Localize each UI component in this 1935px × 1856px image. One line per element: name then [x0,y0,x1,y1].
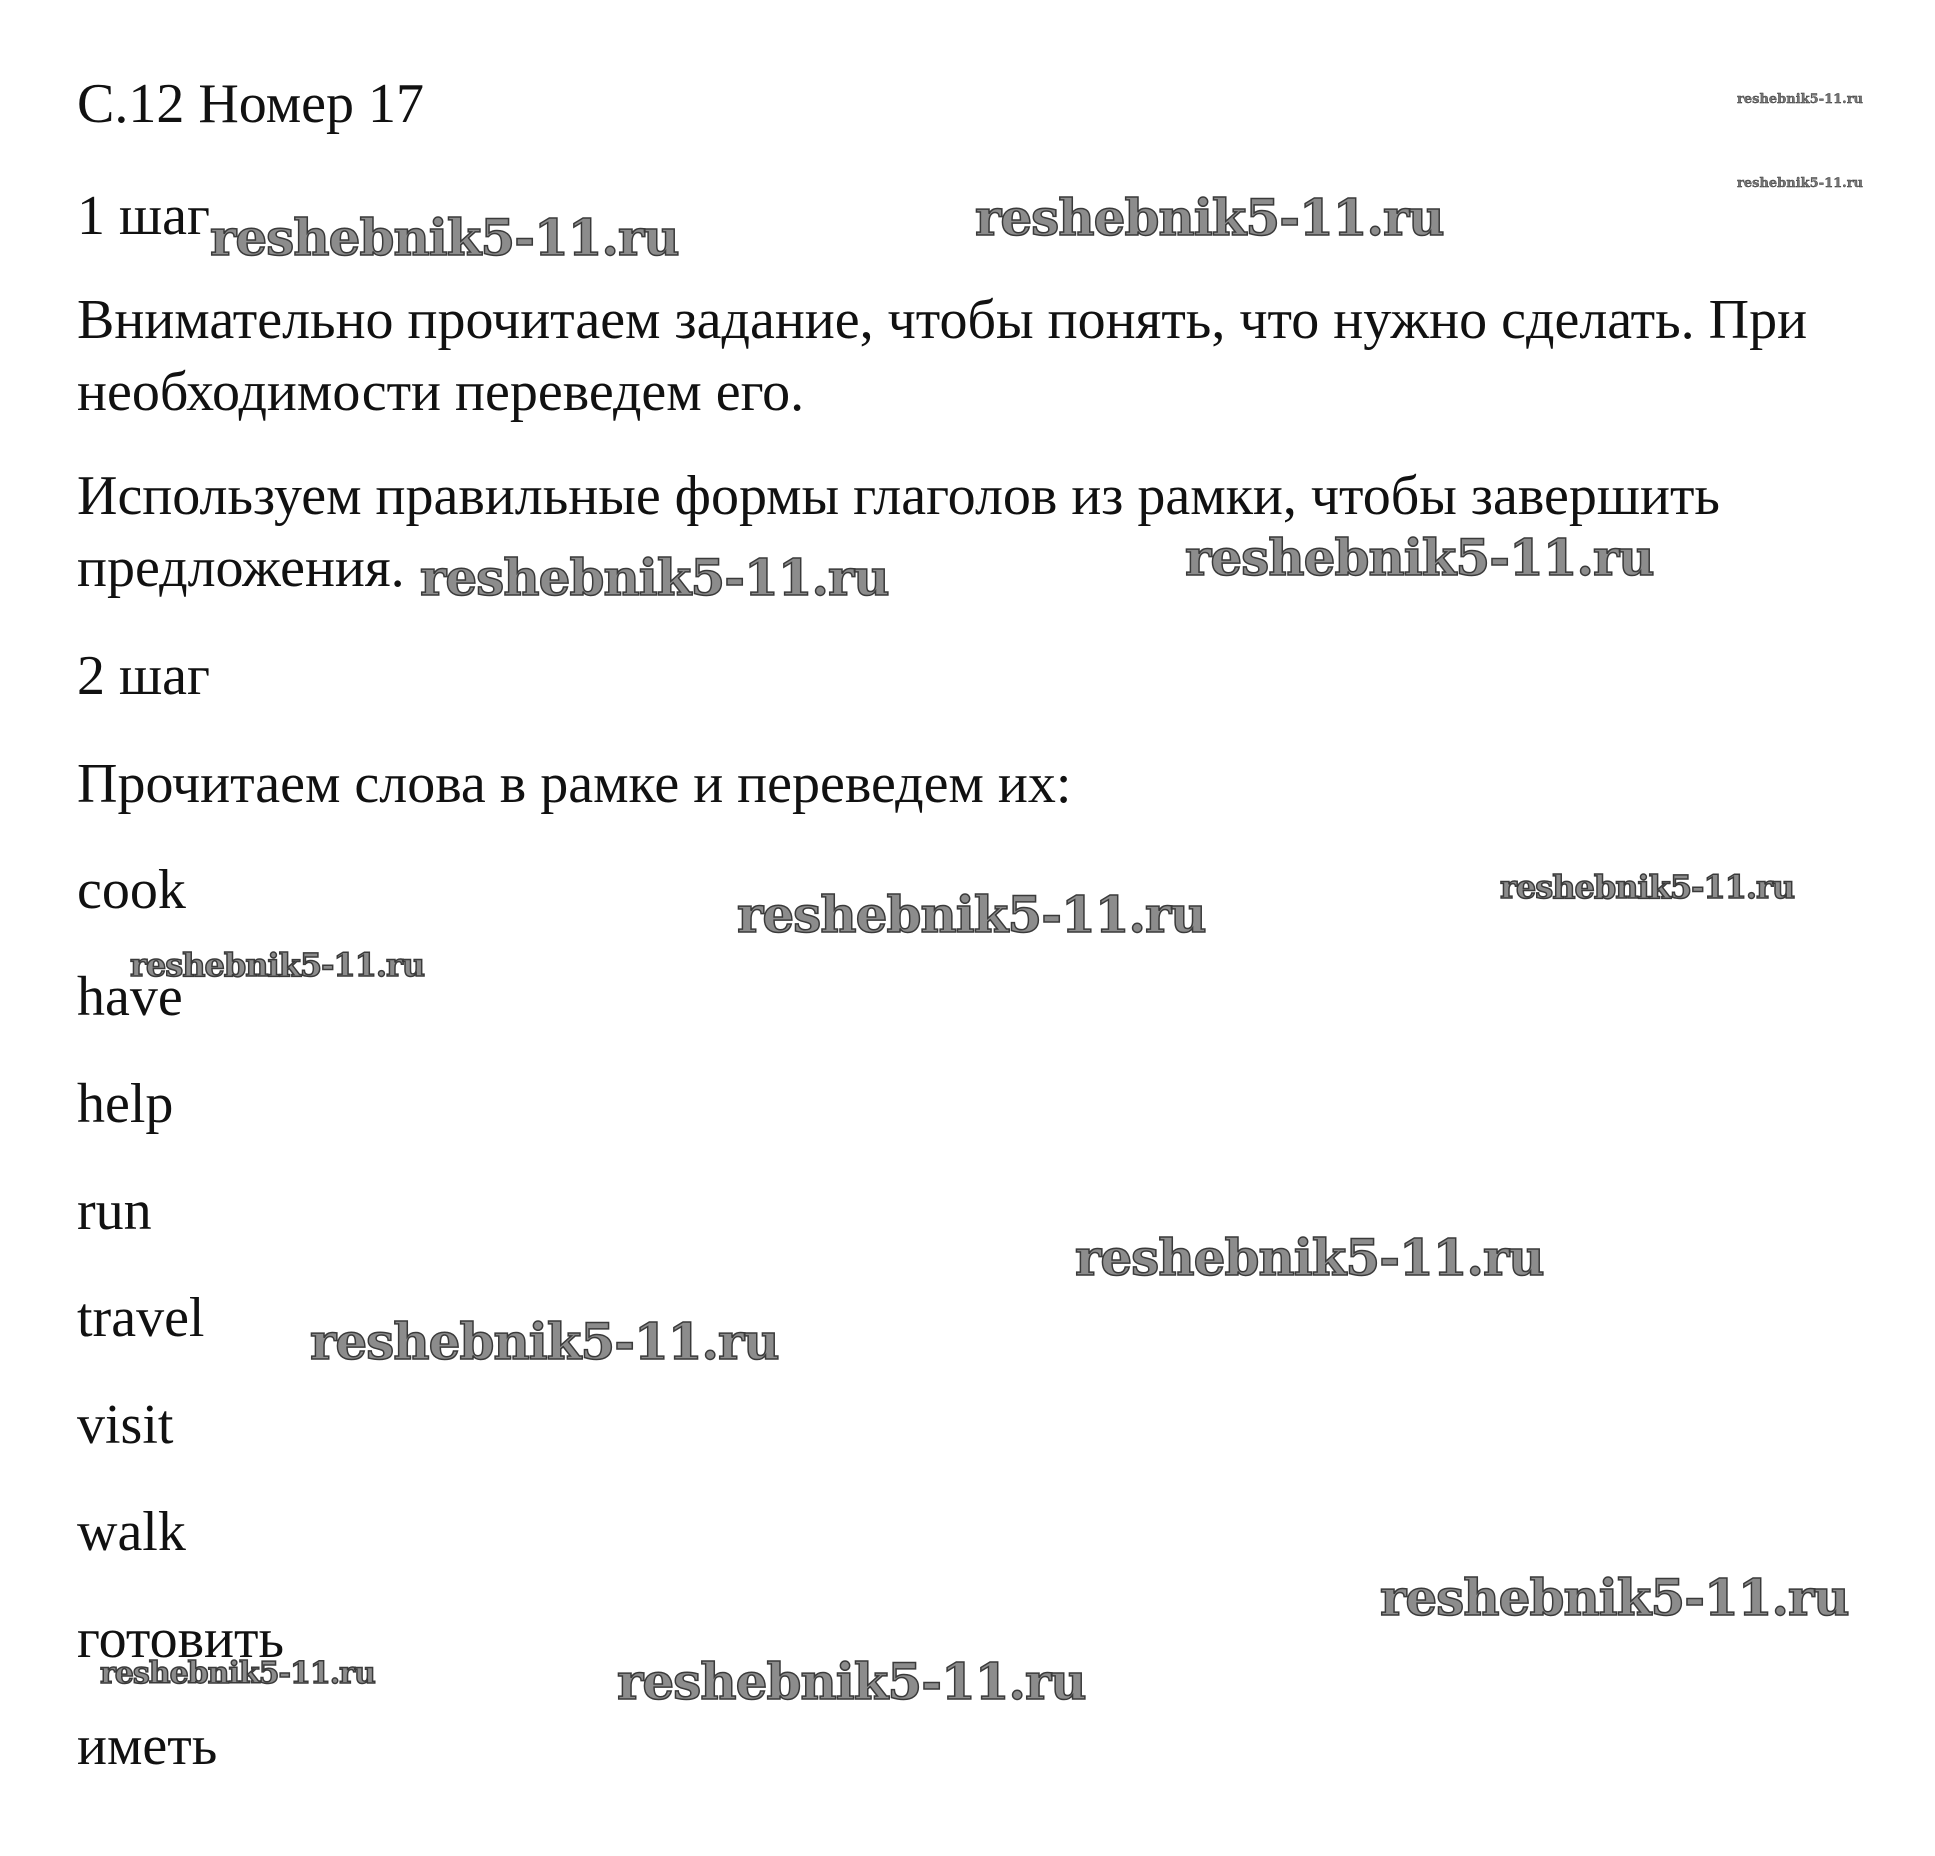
watermark: reshebnik5-11.ru [100,1656,375,1691]
word-item: walk [77,1501,186,1563]
step-1-label: 1 шаг [77,185,210,247]
watermark: reshebnik5-11.ru [1380,1568,1849,1627]
word-item: visit [77,1394,174,1456]
step-1-paragraph-1: Внимательно прочитаем задание, чтобы понять, что нужно сделать. При необходимости переведем его. [77,289,1808,423]
watermark: reshebnik5-11.ru [737,885,1206,944]
word-item: иметь [77,1715,218,1777]
watermark: reshebnik5-11.ru [1500,868,1795,906]
word-item: travel [77,1287,205,1349]
watermark: reshebnik5-11.ru [210,208,679,267]
step-1-paragraph-2: Используем правильные формы глаголов из рамки, чтобы завершить предложения. [77,465,1720,599]
word-item: готовить [77,1608,284,1670]
watermark: reshebnik5-11.ru [420,548,889,607]
watermark: reshebnik5-11.ru [1737,92,1864,107]
word-item: cook [77,859,186,921]
watermark: reshebnik5-11.ru [310,1312,779,1371]
watermark: reshebnik5-11.ru [1185,528,1654,587]
word-item: help [77,1073,174,1135]
watermark: reshebnik5-11.ru [1737,176,1864,191]
watermark: reshebnik5-11.ru [1075,1228,1544,1287]
watermark: reshebnik5-11.ru [130,946,425,984]
watermark: reshebnik5-11.ru [975,188,1444,247]
word-item: have [77,966,183,1028]
watermark: reshebnik5-11.ru [617,1652,1086,1711]
step-2-label: 2 шаг [77,645,210,707]
task-heading: С.12 Номер 17 [77,73,425,135]
word-item: run [77,1180,152,1242]
step-2-intro: Прочитаем слова в рамке и переведем их: [77,753,1072,815]
